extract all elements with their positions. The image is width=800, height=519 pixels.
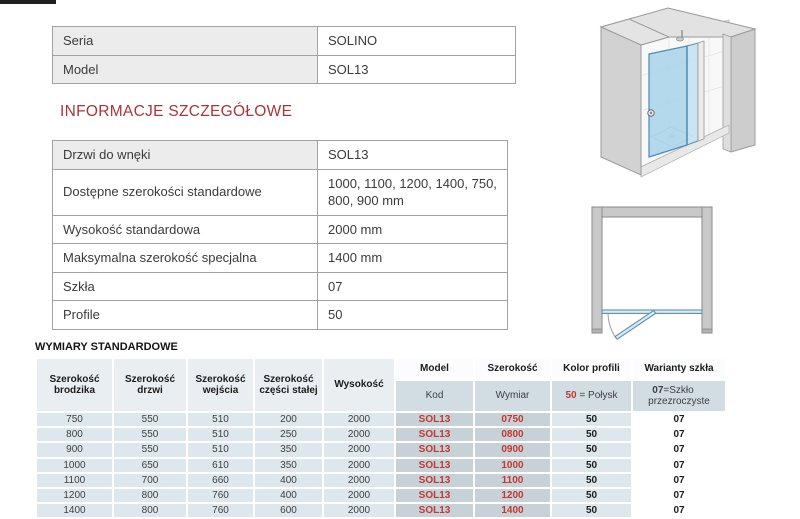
cell-szerokosc-wejscia: 510 [188,443,253,456]
table-row [53,55,516,84]
row-label: Drzwi do wnęki [53,141,318,170]
cell-wariant-szkla: 07 [633,428,725,441]
row-value: SOL13 [318,141,508,170]
cell-szerokosc-czesci-stalej: 200 [255,413,322,426]
cell-wysokosc: 2000 [324,489,394,502]
cell-szerokosc-czesci-stalej: 400 [255,489,322,502]
header-szerokosc-czesci-stalej: Szerokość części stałej [255,359,322,411]
cell-model-kod: SOL13 [396,504,473,517]
cell-model-kod: SOL13 [396,459,473,472]
dimensions-title: WYMIARY STANDARDOWE [35,341,178,353]
row-value: SOL13 [318,55,516,84]
cell-kolor-profili: 50 [552,459,631,472]
subheader-wymiar: Wymiar [475,381,550,411]
cell-szerokosc-wejscia: 610 [188,459,253,472]
table-row [53,141,508,170]
cell-kolor-profili: 50 [552,504,631,517]
header-szerokosc: Szerokość [475,359,550,379]
dimensions-data-row [37,459,725,472]
cell-szerokosc-drzwi: 800 [114,489,186,502]
row-label: Profile [53,301,318,330]
row-value: 50 [318,301,508,330]
cell-wariant-szkla: 07 [633,443,725,456]
table-row [53,272,508,301]
row-value: 2000 mm [318,215,508,244]
szklo-code: 07 [652,384,664,396]
cell-wysokosc: 2000 [324,428,394,441]
cell-szerokosc-drzwi: 800 [114,504,186,517]
cell-szerokosc-wejscia: 760 [188,504,253,517]
row-label: Model [53,55,318,84]
details-table-body [53,141,508,330]
row-label: Szkła [53,272,318,301]
cell-wariant-szkla: 07 [633,413,725,426]
dimensions-data-row [37,428,725,441]
row-value: 1000, 1100, 1200, 1400, 750, 800, 900 mm [318,169,508,215]
cell-model-kod: SOL13 [396,489,473,502]
szklo-code-meaning: =Szkło przezroczyste [648,384,710,407]
row-label: Dostępne szerokości standardowe [53,169,318,215]
section-heading: INFORMACJE SZCZEGÓŁOWE [60,103,293,120]
shower-door-plan-diagram [585,198,750,340]
cell-szerokosc-drzwi: 700 [114,474,186,487]
cell-szerokosc-wejscia: 660 [188,474,253,487]
cell-szerokosc-brodzika: 1400 [37,504,112,517]
header-warianty-szkla: Warianty szkła [633,359,725,379]
cell-wysokosc: 2000 [324,474,394,487]
cell-kolor-profili: 50 [552,474,631,487]
summary-table-body [53,27,516,84]
cell-wariant-szkla: 07 [633,504,725,517]
cell-wysokosc: 2000 [324,443,394,456]
dimensions-table-body [37,413,725,517]
cell-szerokosc-drzwi: 550 [114,413,186,426]
cell-szerokosc-czesci-stalej: 400 [255,474,322,487]
dimensions-data-row [37,489,725,502]
header-szerokosc-brodzika: Szerokość brodzika [37,359,112,411]
cell-model-kod: SOL13 [396,428,473,441]
cell-kolor-profili: 50 [552,443,631,456]
cell-wymiar: 1400 [475,504,550,517]
dimensions-data-row [37,443,725,456]
cell-kolor-profili: 50 [552,489,631,502]
table-row [53,27,516,56]
row-label: Wysokość standardowa [53,215,318,244]
cell-model-kod: SOL13 [396,443,473,456]
dimensions-data-row [37,504,725,517]
cell-szerokosc-drzwi: 650 [114,459,186,472]
dimensions-header-row [37,359,725,379]
cell-szerokosc-czesci-stalej: 350 [255,459,322,472]
cell-szerokosc-brodzika: 1000 [37,459,112,472]
row-value: SOLINO [318,27,516,56]
cell-wysokosc: 2000 [324,413,394,426]
cell-wysokosc: 2000 [324,504,394,517]
cell-wariant-szkla: 07 [633,489,725,502]
cell-szerokosc-wejscia: 510 [188,413,253,426]
dimensions-data-row [37,413,725,426]
row-value: 07 [318,272,508,301]
cell-szerokosc-brodzika: 1200 [37,489,112,502]
subheader-szklo [633,381,725,411]
cell-wymiar: 1200 [475,489,550,502]
cell-wariant-szkla: 07 [633,459,725,472]
dimensions-table [35,357,727,519]
cell-wymiar: 1100 [475,474,550,487]
subheader-polysk [552,381,631,411]
cell-wymiar: 0900 [475,443,550,456]
cell-szerokosc-brodzika: 800 [37,428,112,441]
table-row [53,169,508,215]
cell-model-kod: SOL13 [396,474,473,487]
subheader-kod: Kod [396,381,473,411]
profil-code: 50 [565,390,577,402]
row-label: Seria [53,27,318,56]
cell-model-kod: SOL13 [396,413,473,426]
row-value: 1400 mm [318,244,508,273]
table-row [53,244,508,273]
header-model: Model [396,359,473,379]
cell-szerokosc-drzwi: 550 [114,443,186,456]
cell-wymiar: 0750 [475,413,550,426]
header-kolor-profili: Kolor profili [552,359,631,379]
cell-wysokosc: 2000 [324,459,394,472]
cell-szerokosc-drzwi: 550 [114,428,186,441]
cell-szerokosc-brodzika: 900 [37,443,112,456]
profil-code-meaning: = Połysk [576,390,618,402]
header-wysokosc: Wysokość [324,359,394,411]
cell-szerokosc-czesci-stalej: 250 [255,428,322,441]
table-row [53,215,508,244]
cell-szerokosc-brodzika: 750 [37,413,112,426]
dimensions-data-row [37,474,725,487]
row-label: Maksymalna szerokość specjalna [53,244,318,273]
cell-wariant-szkla: 07 [633,474,725,487]
details-table [52,140,508,330]
cell-wymiar: 1000 [475,459,550,472]
shower-door-3d-diagram [583,5,765,197]
summary-table [52,26,516,84]
scan-artifact-mark [0,0,56,4]
cell-kolor-profili: 50 [552,413,631,426]
cell-szerokosc-wejscia: 760 [188,489,253,502]
cell-szerokosc-czesci-stalej: 350 [255,443,322,456]
cell-kolor-profili: 50 [552,428,631,441]
cell-szerokosc-czesci-stalej: 600 [255,504,322,517]
cell-wymiar: 0800 [475,428,550,441]
cell-szerokosc-wejscia: 510 [188,428,253,441]
cell-szerokosc-brodzika: 1100 [37,474,112,487]
header-szerokosc-wejscia: Szerokość wejścia [188,359,253,411]
header-szerokosc-drzwi: Szerokość drzwi [114,359,186,411]
table-row [53,301,508,330]
